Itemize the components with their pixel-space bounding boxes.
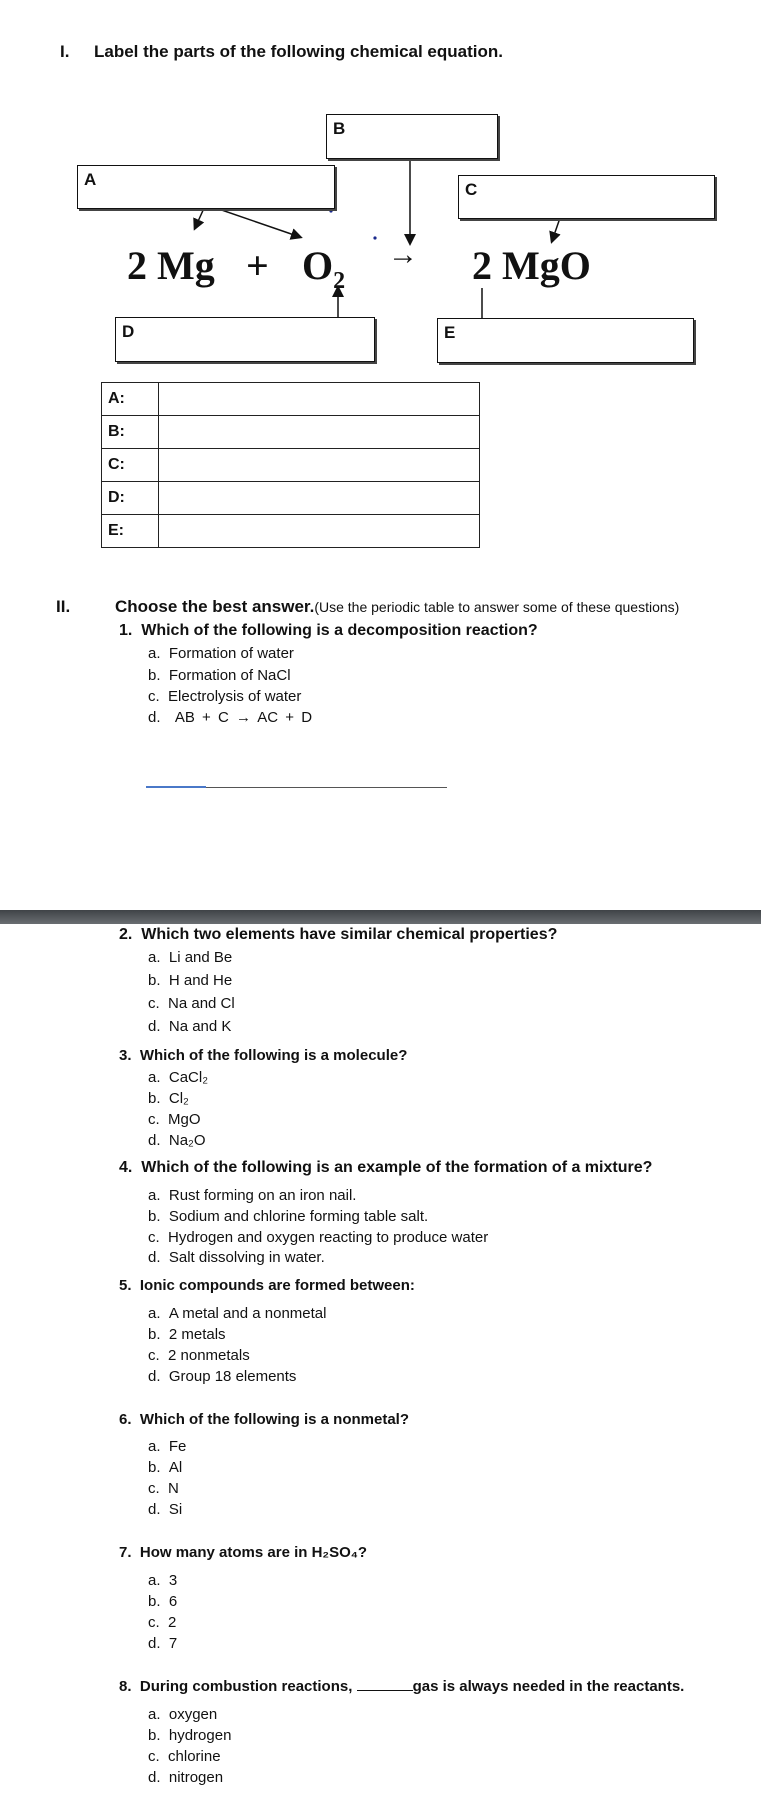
- option-text: chlorine: [168, 1748, 221, 1765]
- option-7a[interactable]: [148, 1572, 177, 1589]
- question-text: Which two elements have similar chemical properties?: [141, 926, 558, 943]
- section-2-number: II.: [56, 597, 71, 616]
- label-box-c-letter: C: [465, 180, 478, 199]
- label-box-c[interactable]: [458, 175, 715, 219]
- row-label: B:: [102, 416, 159, 449]
- answer-table: [101, 382, 480, 548]
- question-text: Which of the following is a decomposition reaction?: [141, 622, 538, 639]
- arrow-a-to-oxygen: [210, 206, 300, 237]
- row-label: D:: [102, 482, 159, 515]
- option-text: 2 nonmetals: [168, 1347, 250, 1364]
- option-text: Na₂O: [168, 1132, 206, 1149]
- option-letter: d.: [148, 1249, 161, 1266]
- option-letter: b.: [148, 1593, 161, 1610]
- question-number: 3.: [119, 1047, 132, 1064]
- question-text: Ionic compounds are formed between:: [139, 1277, 415, 1294]
- option-letter: d.: [148, 1132, 161, 1149]
- row-label: E:: [102, 515, 159, 548]
- option-text: Hydrogen and oxygen reacting to produce water: [168, 1229, 489, 1246]
- option-7b[interactable]: [148, 1593, 177, 1610]
- option-letter: c.: [148, 1111, 160, 1128]
- option-3c[interactable]: [148, 1111, 201, 1128]
- option-letter: a.: [148, 1706, 161, 1723]
- option-text: Na and Cl: [168, 995, 235, 1012]
- option-2b[interactable]: [148, 972, 232, 989]
- question-text-before: During combustion reactions,: [139, 1678, 353, 1695]
- question-2: [119, 926, 557, 944]
- question-number: 4.: [119, 1159, 133, 1176]
- option-letter: b.: [148, 1727, 161, 1744]
- answer-cell[interactable]: [159, 383, 480, 416]
- option-letter: b.: [148, 1326, 161, 1343]
- label-box-e-letter: E: [444, 323, 456, 342]
- question-number: 8.: [119, 1678, 132, 1695]
- question-8: [119, 1678, 684, 1695]
- question-number: 2.: [119, 926, 133, 943]
- equation-product-mgo: MgO: [502, 243, 591, 288]
- option-text: 6: [168, 1593, 178, 1610]
- option-letter: b.: [148, 1090, 161, 1107]
- dot-mark: [373, 236, 376, 239]
- option-text: 7: [168, 1635, 178, 1652]
- option-letter: a.: [148, 949, 161, 966]
- option-2c[interactable]: [148, 995, 235, 1012]
- option-6b[interactable]: [148, 1459, 182, 1476]
- option-3d[interactable]: [148, 1132, 206, 1149]
- answer-cell[interactable]: [159, 482, 480, 515]
- option-letter: a.: [148, 1438, 161, 1455]
- row-label: A:: [102, 383, 159, 416]
- option-2d[interactable]: [148, 1018, 231, 1035]
- option-text: H and He: [168, 972, 233, 989]
- divider-line-accent: [146, 786, 206, 788]
- question-4: [119, 1159, 652, 1177]
- section-2-title: [115, 597, 679, 617]
- option-letter: b.: [148, 667, 161, 684]
- label-box-a-letter: A: [84, 170, 97, 189]
- section-2-hint: (Use the periodic table to answer some of these questions): [314, 599, 680, 615]
- option-letter: d.: [148, 709, 161, 726]
- option-3a[interactable]: [148, 1069, 208, 1086]
- question-5: [119, 1277, 415, 1294]
- option-text: Li and Be: [168, 949, 233, 966]
- option-letter: c.: [148, 688, 160, 705]
- option-text: Fe: [168, 1438, 187, 1455]
- option-text: Salt dissolving in water.: [168, 1249, 325, 1266]
- arrow-a-to-coefficient: [195, 206, 205, 228]
- option-text: hydrogen: [168, 1727, 232, 1744]
- question-number: 7.: [119, 1544, 132, 1561]
- label-box-a[interactable]: [77, 165, 335, 209]
- arrow-c-to-product: [552, 218, 560, 241]
- option-letter: a.: [148, 645, 161, 662]
- answer-cell[interactable]: [159, 449, 480, 482]
- option-4d[interactable]: [148, 1249, 325, 1266]
- option-text: Si: [168, 1501, 183, 1518]
- option-text: nitrogen: [168, 1769, 224, 1786]
- question-text: How many atoms are in H₂SO₄?: [139, 1544, 368, 1561]
- option-letter: c.: [148, 995, 160, 1012]
- question-text: Which of the following is a molecule?: [139, 1047, 408, 1064]
- dot-mark-2: [329, 209, 332, 212]
- option-letter: d.: [148, 1501, 161, 1518]
- option-5b[interactable]: [148, 1326, 226, 1343]
- option-text: Cl₂: [168, 1090, 189, 1107]
- question-text-after: gas is always needed in the reactants.: [412, 1678, 685, 1695]
- option-text: Group 18 elements: [168, 1368, 297, 1385]
- option-letter: c.: [148, 1614, 160, 1631]
- option-5c[interactable]: [148, 1347, 250, 1364]
- option-5d[interactable]: [148, 1368, 296, 1385]
- section-1-title: Label the parts of the following chemical equation.: [94, 42, 503, 61]
- question-text: Which of the following is a nonmetal?: [139, 1411, 410, 1428]
- option-text: N: [168, 1480, 179, 1497]
- label-box-d-letter: D: [122, 322, 135, 341]
- option-letter: b.: [148, 1208, 161, 1225]
- option-7d[interactable]: [148, 1635, 177, 1652]
- question-number: 5.: [119, 1277, 132, 1294]
- option-text: Formation of water: [168, 645, 294, 662]
- option-text: 3: [168, 1572, 178, 1589]
- question-1: [119, 622, 538, 640]
- table-row: [102, 515, 480, 548]
- option-letter: d.: [148, 1368, 161, 1385]
- option-8b[interactable]: [148, 1727, 231, 1744]
- option-2a[interactable]: [148, 949, 232, 966]
- question-6: [119, 1411, 409, 1428]
- label-box-e[interactable]: [437, 318, 694, 363]
- option-1b[interactable]: [148, 667, 291, 684]
- option-text: Na and K: [168, 1018, 232, 1035]
- page-break-bar: [0, 910, 761, 924]
- question-text: Which of the following is an example of the formation of a mixture?: [141, 1159, 653, 1176]
- section-1-number: I.: [60, 42, 70, 61]
- question-number: 1.: [119, 622, 133, 639]
- option-4a[interactable]: [148, 1187, 356, 1204]
- option-text: Rust forming on an iron nail.: [168, 1187, 357, 1204]
- oxygen-subscript: 2: [333, 268, 346, 294]
- answer-cell[interactable]: [159, 515, 480, 548]
- option-1a[interactable]: [148, 645, 294, 662]
- section-2-title-text: Choose the best answer.: [115, 597, 315, 616]
- equation-reactant-oxygen: [302, 242, 345, 295]
- option-letter: d.: [148, 1018, 161, 1035]
- option-4b[interactable]: [148, 1208, 428, 1225]
- question-number: 6.: [119, 1411, 132, 1428]
- option-3b[interactable]: [148, 1090, 189, 1107]
- option-5a[interactable]: [148, 1305, 326, 1322]
- option-text: MgO: [168, 1111, 201, 1128]
- option-6d[interactable]: [148, 1501, 182, 1518]
- question-7: [119, 1544, 367, 1561]
- option-text: Formation of NaCl: [168, 667, 291, 684]
- option-letter: b.: [148, 1459, 161, 1476]
- table-row: [102, 416, 480, 449]
- option-letter: b.: [148, 972, 161, 989]
- option-text: 2: [168, 1614, 177, 1631]
- equation-yields-arrow: →: [388, 238, 418, 271]
- option-4c[interactable]: [148, 1229, 488, 1246]
- option-letter: a.: [148, 1069, 161, 1086]
- equation-plus: +: [246, 243, 269, 288]
- answer-cell[interactable]: [159, 416, 480, 449]
- option-8c[interactable]: [148, 1748, 221, 1765]
- option-letter: c.: [148, 1480, 160, 1497]
- option-1d[interactable]: [148, 709, 312, 726]
- option-text: AB + C → AC + D: [174, 709, 313, 726]
- option-text: A metal and a nonmetal: [168, 1305, 327, 1322]
- option-8a[interactable]: [148, 1706, 217, 1723]
- label-box-d[interactable]: [115, 317, 375, 362]
- oxygen-symbol: O: [302, 243, 334, 288]
- table-row: [102, 482, 480, 515]
- option-letter: a.: [148, 1187, 161, 1204]
- option-text: Al: [168, 1459, 183, 1476]
- fill-in-blank[interactable]: [357, 1690, 413, 1691]
- option-text: Sodium and chlorine forming table salt.: [168, 1208, 429, 1225]
- option-letter: c.: [148, 1229, 160, 1246]
- option-text: oxygen: [168, 1706, 218, 1723]
- option-letter: d.: [148, 1635, 161, 1652]
- option-letter: c.: [148, 1347, 160, 1364]
- option-text: Electrolysis of water: [168, 688, 302, 705]
- option-text: 2 metals: [168, 1326, 226, 1343]
- label-box-b[interactable]: [326, 114, 498, 159]
- option-letter: c.: [148, 1748, 160, 1765]
- equation-coefficient-1: 2: [127, 243, 147, 288]
- option-letter: a.: [148, 1305, 161, 1322]
- option-8d[interactable]: [148, 1769, 223, 1786]
- row-label: C:: [102, 449, 159, 482]
- question-3: [119, 1047, 407, 1064]
- equation-reactant-mg: Mg: [157, 243, 215, 288]
- option-letter: d.: [148, 1769, 161, 1786]
- option-1c[interactable]: [148, 688, 301, 705]
- table-row: [102, 383, 480, 416]
- option-6c[interactable]: [148, 1480, 179, 1497]
- option-letter: a.: [148, 1572, 161, 1589]
- label-box-b-letter: B: [333, 119, 346, 138]
- option-7c[interactable]: [148, 1614, 176, 1631]
- option-6a[interactable]: [148, 1438, 186, 1455]
- option-text: CaCl₂: [168, 1069, 209, 1086]
- table-row: [102, 449, 480, 482]
- equation-coefficient-2: 2: [472, 243, 492, 288]
